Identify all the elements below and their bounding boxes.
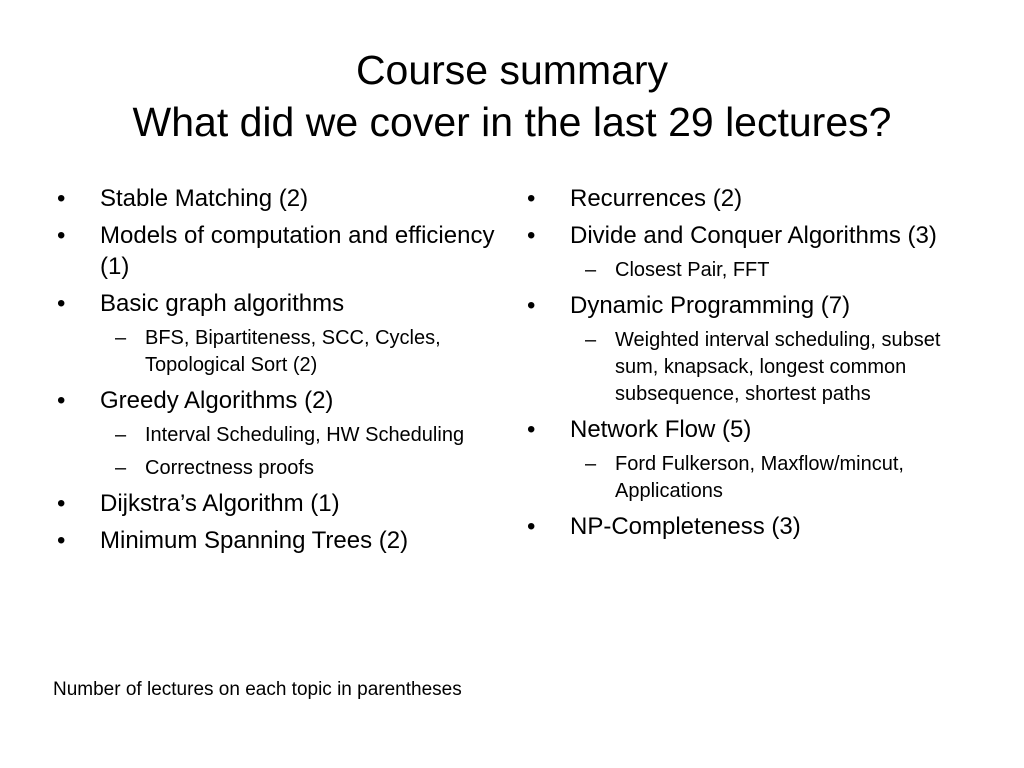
dash-marker: –	[585, 259, 597, 281]
sub-item-text: BFS, Bipartiteness, SCC, Cycles, Topological Sort (2)	[145, 327, 441, 376]
footnote: Number of lectures on each topic in parentheses	[53, 679, 462, 700]
bullet-marker: •	[527, 292, 536, 319]
bullet-marker: •	[57, 185, 66, 212]
title-line-1: Course summary	[355, 47, 669, 93]
bullet-item-text: Stable Matching (2)	[100, 185, 309, 212]
bullet-marker: •	[57, 290, 66, 317]
bullet-item	[525, 511, 985, 542]
bullet-item	[525, 414, 985, 445]
bullet-item	[525, 220, 985, 251]
bullet-item-text: Divide and Conquer Algorithms (3)	[570, 222, 937, 249]
dash-marker: –	[585, 453, 597, 475]
bullet-item-text: Dijkstra’s Algorithm (1)	[100, 490, 340, 517]
sub-item-text: Closest Pair, FFT	[615, 259, 770, 281]
bullet-item	[55, 288, 495, 319]
bullet-marker: •	[57, 527, 66, 554]
bullet-item	[55, 525, 495, 556]
bullet-item	[55, 385, 495, 416]
dash-marker: –	[585, 329, 597, 351]
bullet-marker: •	[527, 185, 536, 212]
bullet-marker: •	[57, 490, 66, 517]
sub-item-text: Interval Scheduling, HW Scheduling	[145, 424, 465, 446]
sub-item-text: Weighted interval scheduling, subset sum, knapsack, longest common subsequence, shortest paths	[615, 329, 941, 405]
sub-item	[55, 325, 495, 379]
bullet-item	[525, 183, 985, 214]
bullet-item	[525, 290, 985, 321]
bullet-marker: •	[527, 513, 536, 540]
bullet-marker: •	[527, 222, 536, 249]
bullet-item	[55, 488, 495, 519]
bullet-marker: •	[57, 222, 66, 249]
bullet-item-text: Minimum Spanning Trees (2)	[100, 527, 409, 554]
sub-item	[525, 257, 985, 284]
bullet-item-text: Greedy Algorithms (2)	[100, 387, 334, 414]
bullet-item-text: NP-Completeness (3)	[570, 513, 801, 540]
sub-item	[525, 327, 985, 408]
bullet-item-text: Basic graph algorithms	[100, 290, 345, 317]
bullet-item-text: Dynamic Programming (7)	[570, 292, 851, 319]
sub-item	[55, 422, 495, 449]
sub-item	[525, 451, 985, 505]
sub-item-text: Correctness proofs	[145, 457, 314, 479]
sub-item	[55, 455, 495, 482]
bullet-item	[55, 183, 495, 214]
bullet-item-text: Models of computation and efficiency (1)	[100, 222, 495, 280]
slide-title	[0, 44, 1024, 148]
bullet-marker: •	[527, 416, 536, 443]
right-topic-list	[525, 183, 985, 548]
bullet-marker: •	[57, 387, 66, 414]
dash-marker: –	[115, 424, 127, 446]
left-topic-list	[55, 183, 495, 562]
bullet-item	[55, 220, 495, 282]
bullet-item-text: Recurrences (2)	[570, 185, 743, 212]
sub-item-text: Ford Fulkerson, Maxflow/mincut, Applications	[615, 453, 904, 502]
dash-marker: –	[115, 457, 127, 479]
title-line-2: What did we cover in the last 29 lectures?	[132, 99, 892, 145]
bullet-item-text: Network Flow (5)	[570, 416, 752, 443]
dash-marker: –	[115, 327, 127, 349]
